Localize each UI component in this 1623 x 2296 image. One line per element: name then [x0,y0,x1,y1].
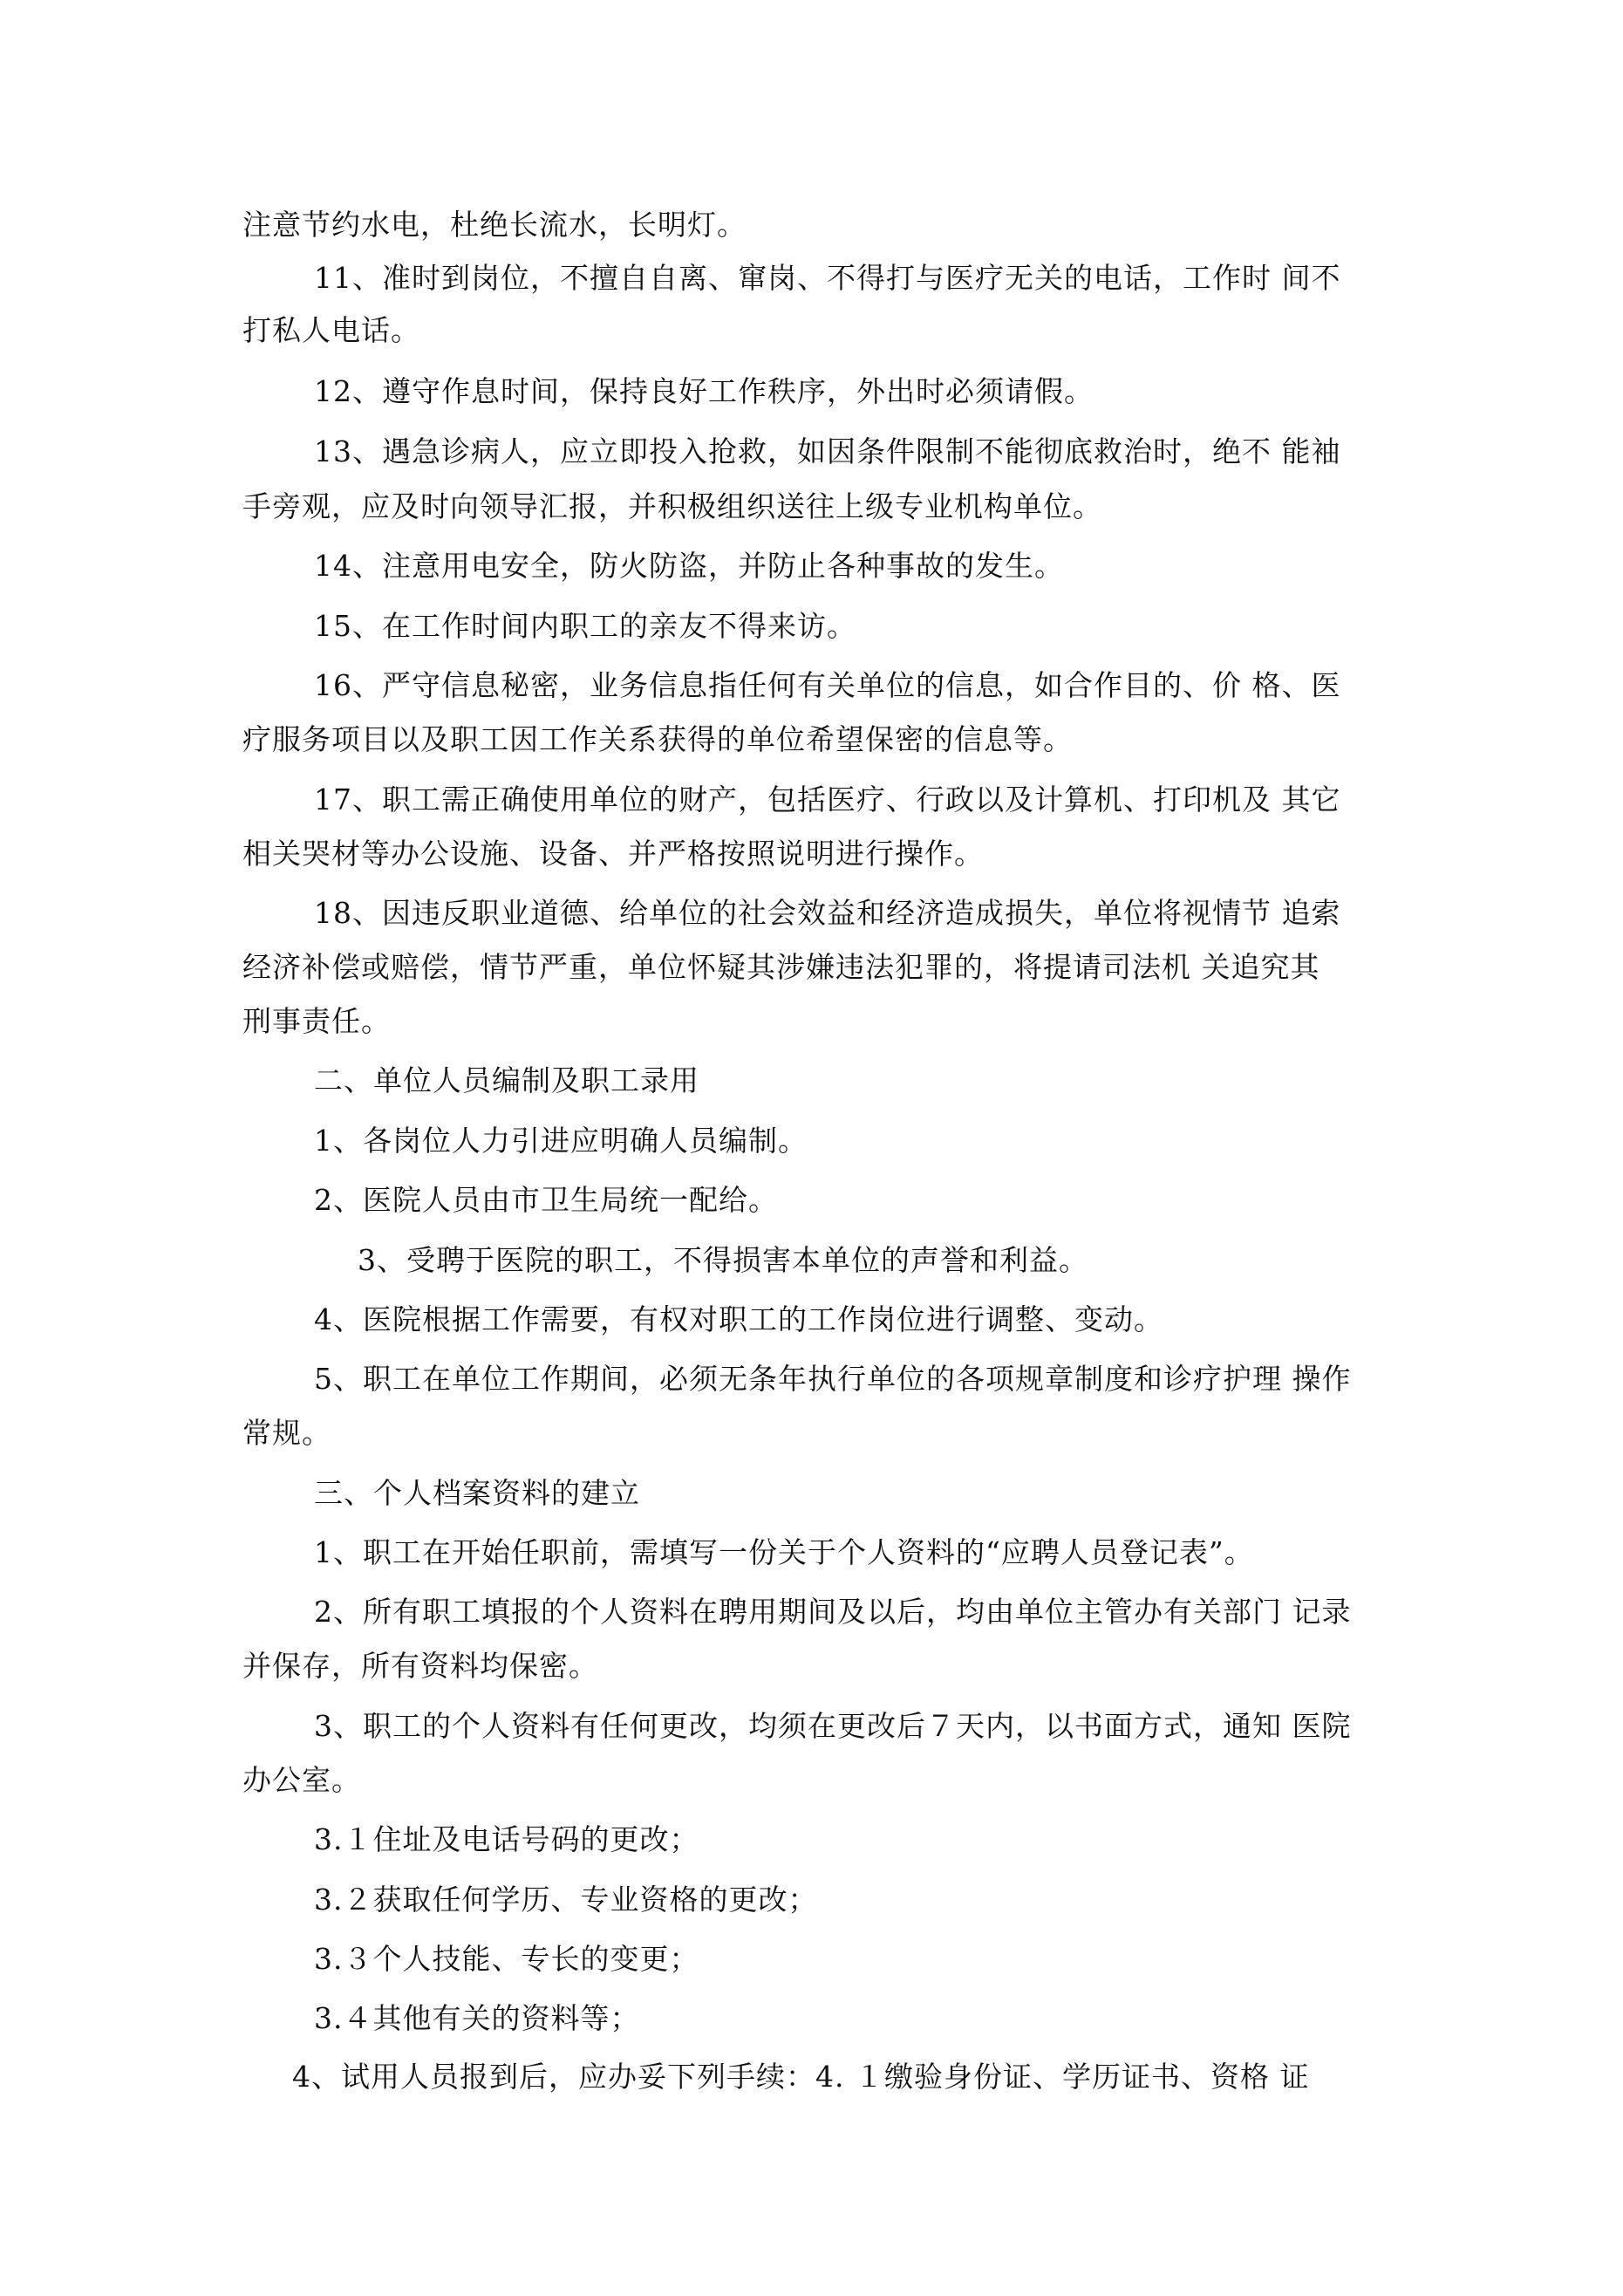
text-line: 2、医院人员由市卫生局统一配给。 [314,1183,778,1217]
text-line: 常规。 [242,1416,331,1450]
list-item: 3.１住址及电话号码的更改； [314,1822,699,1856]
text-line: 刑事责任。 [242,1004,391,1038]
text-line: 3、受聘于医院的职工，不得损害本单位的声誉和利益。 [358,1243,1088,1277]
list-item: 3.３个人技能、专长的变更； [314,1942,699,1976]
text-line: 5、职工在单位工作期间，必须无条年执行单位的各项规章制度和诊疗护理 操作 [314,1362,1352,1396]
text-line: 11、准时到岗位，不擅自自离、窜岗、不得打与医疗无关的电话，工作时 间不 [314,261,1341,295]
text-line: 14、注意用电安全，防火防盗，并防止各种事故的发生。 [314,549,1064,583]
text-line: 17、职工需正确使用单位的财产，包括医疗、行政以及计算机、打印机及 其它 [314,782,1341,817]
section-heading: 三、个人档案资料的建立 [314,1476,640,1510]
text-line: 13、遇急诊病人，应立即投入抢救，如因条件限制不能彻底救治时，绝不 能袖 [314,434,1341,468]
text-line: 经济补偿或赔偿，情节严重，单位怀疑其涉嫌违法犯罪的，将提请司法机 关追究其 [242,950,1320,984]
text-line: 4、医院根据工作需要，有权对职工的工作岗位进行调整、变动。 [314,1302,1163,1336]
text-line: 16、严守信息秘密，业务信息指任何有关单位的信息，如合作目的、价 格、医 [314,668,1341,702]
text-line: 注意节约水电，杜绝长流水，长明灯。 [242,208,747,242]
text-line: 疗服务项目以及职工因工作关系获得的单位希望保密的信息等。 [242,722,1073,756]
text-line: 相关哭材等办公设施、设备、并严格按照说明进行操作。 [242,837,984,871]
text-line: 办公室。 [242,1763,361,1797]
text-line: 手旁观，应及时向领导汇报，并积极组织送往上级专业机构单位。 [242,489,1102,523]
text-line: 1、职工在开始任职前，需填写一份关于个人资料的“应聘人员登记表”。 [314,1535,1254,1569]
text-line: 15、在工作时间内职工的亲友不得来访。 [314,609,856,643]
text-line: 打私人电话。 [242,313,420,347]
list-item: 3.２获取任何学历、专业资格的更改； [314,1883,818,1917]
text-line: 18、因违反职业道德、给单位的社会效益和经济造成损失，单位将视情节 追索 [314,896,1341,930]
text-line: 并保存，所有资料均保密。 [242,1649,598,1683]
text-line: 3、职工的个人资料有任何更改，均须在更改后７天内，以书面方式，通知 医院 [314,1709,1352,1743]
text-line: 2、所有职工填报的个人资料在聘用期间及以后，均由单位主管办有关部门 记录 [314,1595,1352,1629]
section-heading: 二、单位人员编制及职工录用 [314,1063,699,1097]
text-line: 12、遵守作息时间，保持良好工作秩序，外出时必须请假。 [314,374,1094,408]
text-line: 4、试用人员报到后，应办妥下列手续：4. １缴验身份证、学历证书、资格 证 [292,2060,1310,2094]
list-item: 3.４其他有关的资料等； [314,2001,640,2035]
text-line: 1、各岗位人力引进应明确人员编制。 [314,1124,808,1158]
